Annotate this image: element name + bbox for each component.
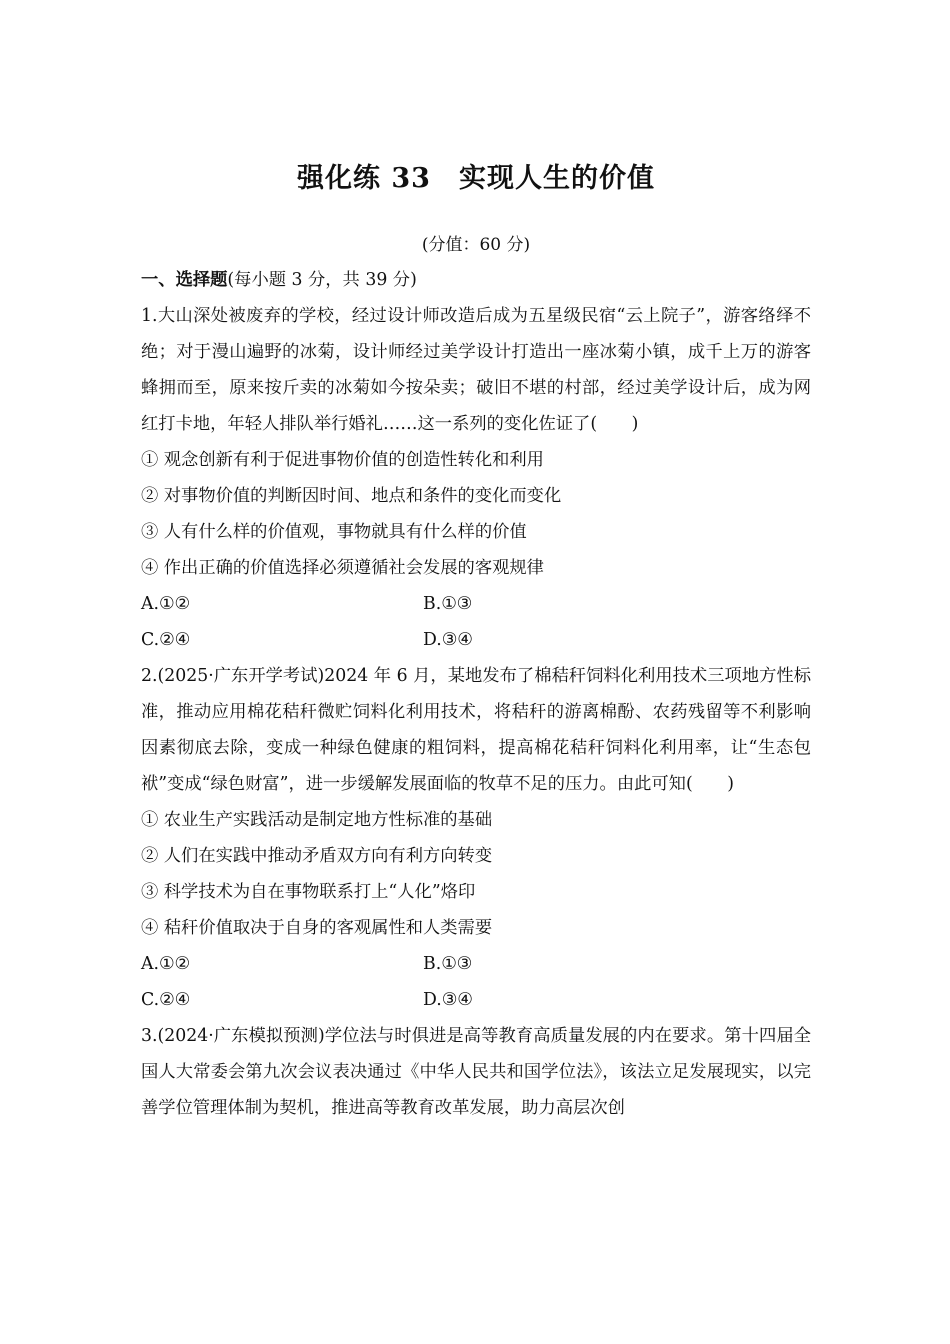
answer-choice-a: A.①② bbox=[141, 594, 190, 614]
answer-choices bbox=[141, 946, 811, 1018]
question-3 bbox=[141, 1018, 811, 1126]
question-2 bbox=[141, 658, 811, 1018]
question-stem: 3.(2024·广东模拟预测)学位法与时俱进是高等教育高质量发展的内在要求。第十四届全国人大常委会第九次会议表决通过《中华人民共和国学位法》，该法立足发展现实，以完善学位管理体制为契机，推进高等教育改革发展，助力高层次创 bbox=[141, 1026, 811, 1118]
answer-choice-b: B.①③ bbox=[423, 594, 473, 614]
answer-choice-c: C.②④ bbox=[141, 990, 191, 1010]
statement-option: ② 人们在实践中推动矛盾双方向有利方向转变 bbox=[141, 846, 493, 866]
question-stem: 2.(2025·广东开学考试)2024 年 6 月，某地发布了棉秸秆饲料化利用技术三项地方性标准，推动应用棉花秸秆微贮饲料化利用技术，将秸秆的游离棉酚、农药残留等不利影响因素彻底去除，变成一种绿色健康的粗饲料，提高棉花秸秆饲料化利用率，让“生态包袱”变成“绿色财富”，进一步缓解发展面临的牧草不足的压力。由此可知( ) bbox=[141, 666, 811, 794]
answer-choice-d: D.③④ bbox=[423, 630, 473, 650]
answer-choice-b: B.①③ bbox=[423, 954, 473, 974]
question-stem: 1.大山深处被废弃的学校，经过设计师改造后成为五星级民宿“云上院子”，游客络绎不绝；对于漫山遍野的冰菊，设计师经过美学设计打造出一座冰菊小镇，成千上万的游客蜂拥而至，原来按斤卖的冰菊如今按朵卖；破旧不堪的村部，经过美学设计后，成为网红打卡地，年轻人排队举行婚礼……这一系列的变化佐证了( ) bbox=[141, 306, 811, 434]
score-note: (分值：60 分) bbox=[421, 235, 531, 255]
section-label: 一、选择题 bbox=[141, 270, 228, 290]
statement-option: ④ 作出正确的价值选择必须遵循社会发展的客观规律 bbox=[141, 558, 544, 578]
answer-choice-d: D.③④ bbox=[423, 990, 473, 1010]
section-note: (每小题 3 分，共 39 分) bbox=[227, 270, 417, 290]
statement-option: ① 农业生产实践活动是制定地方性标准的基础 bbox=[141, 810, 493, 830]
statement-option: ④ 秸秆价值取决于自身的客观属性和人类需要 bbox=[141, 918, 493, 938]
answer-choice-a: A.①② bbox=[141, 954, 190, 974]
answer-choice-c: C.②④ bbox=[141, 630, 191, 650]
answer-choices bbox=[141, 586, 811, 658]
section-heading bbox=[141, 262, 811, 298]
question-1 bbox=[141, 298, 811, 658]
page-title: 强化练 33 实现人生的价值 bbox=[297, 163, 655, 194]
statement-option: ③ 科学技术为自在事物联系打上“人化”烙印 bbox=[141, 882, 476, 902]
statement-option: ① 观念创新有利于促进事物价值的创造性转化和利用 bbox=[141, 450, 544, 470]
statement-option: ③ 人有什么样的价值观，事物就具有什么样的价值 bbox=[141, 522, 527, 542]
statement-option: ② 对事物价值的判断因时间、地点和条件的变化而变化 bbox=[141, 486, 562, 506]
content-body bbox=[141, 262, 811, 1126]
